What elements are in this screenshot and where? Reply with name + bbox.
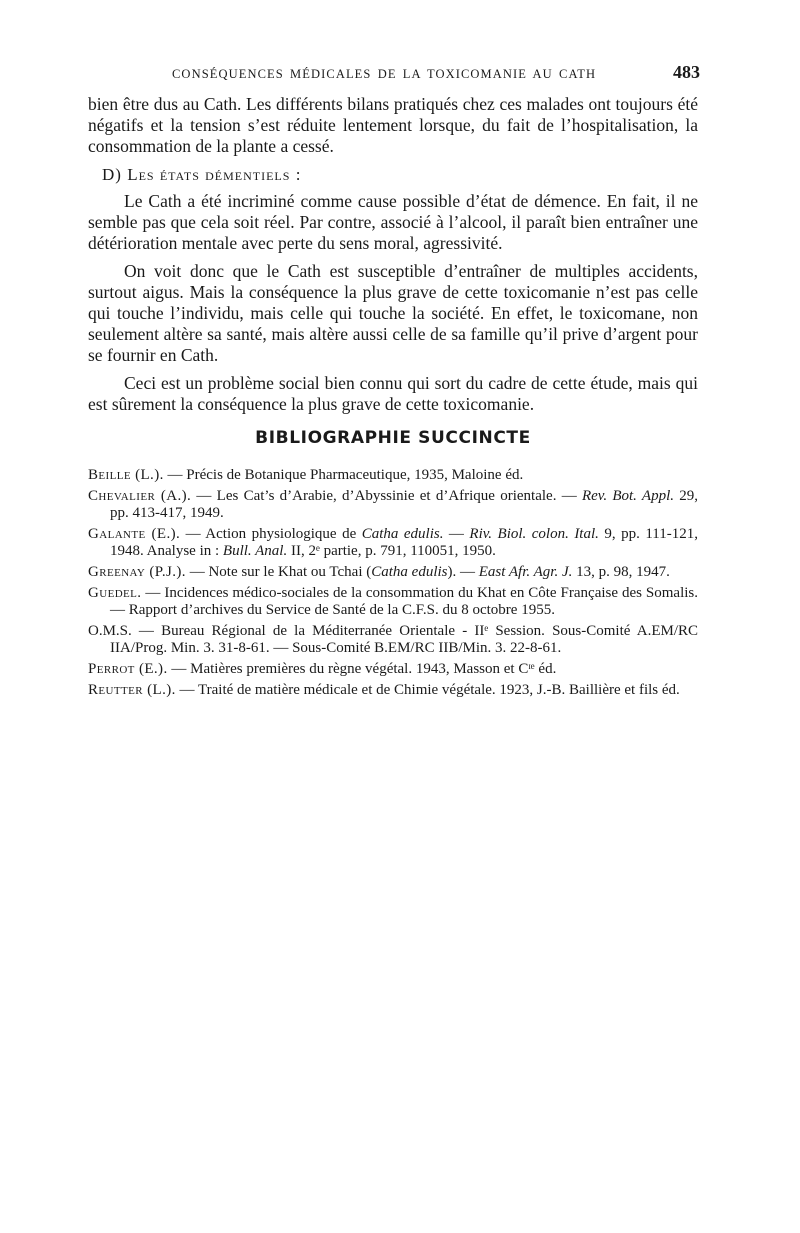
reference-item: [88, 526, 698, 560]
bibliography-list: [88, 467, 698, 703]
reference-author: Beille (L.).: [88, 467, 164, 483]
reference-author: Perrot (E.).: [88, 661, 168, 677]
body-text: [88, 94, 698, 422]
reference-author: Chevalier (A.).: [88, 488, 192, 504]
bibliography-title: BIBLIOGRAPHIE SUCCINCTE: [255, 428, 531, 448]
reference-text: — Action physiologique de: [180, 526, 362, 542]
paragraph-social-problem: Ceci est un problème social bien connu qui sort du cadre de cette étude, mais qui est sûrement la conséquence la plus grave de cette toxicomanie.: [88, 373, 698, 414]
reference-text: — Précis de Botanique Pharmaceutique, 1935, Maloine éd.: [163, 467, 524, 483]
reference-text: 9, pp. 111-121, 1948. Analyse in :: [110, 526, 698, 559]
reference-journal: Bull. Anal.: [222, 543, 288, 559]
paragraph-continuation: bien être dus au Cath. Les différents bilans pratiqués chez ces malades ont toujours été négatifs et la tension s’est réduite lentement lorsque, du fait de l’hospitalisation, la consommation de la plante a cessé.: [88, 94, 698, 156]
reference-item: [88, 467, 698, 484]
reference-text: —: [443, 526, 470, 542]
reference-text: — Bureau Régional de la Méditerranée Orientale - IIᵉ Session. Sous-Comité A.EM/RC IIA/Prog. Min. 3. 31-8-61. — Sous-Comité B.EM/RC IIB/Min. 3. 22-8-61.: [110, 623, 698, 656]
reference-journal: Riv. Biol. colon. Ital.: [469, 526, 599, 542]
reference-text: ). —: [447, 564, 479, 580]
paragraph-consequences: On voit donc que le Cath est susceptible d’entraîner de multiples accidents, surtout aigus. Mais la conséquence la plus grave de cette toxicomanie n’est pas celle qui touche l’individu, mais celle qui touche la société. En effet, le toxicomane, non seulement altère sa santé, mais altère aussi celle de sa famille qu’il prive d’argent pour se fournir en Cath.: [88, 261, 698, 365]
reference-text: II, 2ᵉ partie, p. 791, 110051, 1950.: [287, 543, 496, 559]
running-head: [88, 62, 700, 88]
reference-text: — Matières premières du règne végétal. 1943, Masson et Cᶦᵉ éd.: [167, 661, 557, 677]
reference-item: [88, 564, 698, 581]
reference-text: — Note sur le Khat ou Tchai (: [185, 564, 372, 580]
page-number: 483: [673, 62, 700, 82]
reference-species: Catha edulis: [371, 564, 448, 580]
reference-author: Greenay (P.J.).: [88, 564, 186, 580]
reference-journal: East Afr. Agr. J.: [478, 564, 573, 580]
reference-text: — Traité de matière médicale et de Chimie végétale. 1923, J.-B. Baillière et fils éd.: [175, 682, 680, 698]
reference-text: — Les Cat’s d’Arabie, d’Abyssinie et d’Afrique orientale. —: [191, 488, 582, 504]
reference-item: [88, 488, 698, 522]
running-title: CONSÉQUENCES MÉDICALES DE LA TOXICOMANIE AU CATH: [172, 67, 597, 81]
reference-text: 29, pp. 413-417, 1949.: [110, 488, 699, 521]
paragraph-dementia: Le Cath a été incriminé comme cause possible d’état de démence. En fait, il ne semble pas que cela soit réel. Par contre, associé à l’alcool, il paraît bien entraîner une détérioration mentale avec perte du sens moral, agressivité.: [88, 191, 698, 253]
reference-journal: Rev. Bot. Appl.: [581, 488, 674, 504]
reference-item: [88, 585, 698, 619]
reference-author: Galante (E.).: [88, 526, 181, 542]
reference-item: [88, 623, 698, 657]
reference-text: 13, p. 98, 1947.: [572, 564, 670, 580]
reference-item: [88, 682, 698, 699]
reference-author: Guedel.: [88, 585, 142, 601]
reference-species: Catha edulis.: [361, 526, 444, 542]
reference-text: — Incidences médico-sociales de la consommation du Khat en Côte Française des Somalis. — Rapport d’archives du Service de Santé de la C.F.S. du 8 octobre 1955.: [110, 585, 698, 618]
section-heading-d: D) Les états démentiels :: [102, 165, 302, 184]
reference-author: O.M.S.: [88, 623, 132, 639]
reference-item: [88, 661, 698, 678]
reference-author: Reutter (L.).: [88, 682, 176, 698]
